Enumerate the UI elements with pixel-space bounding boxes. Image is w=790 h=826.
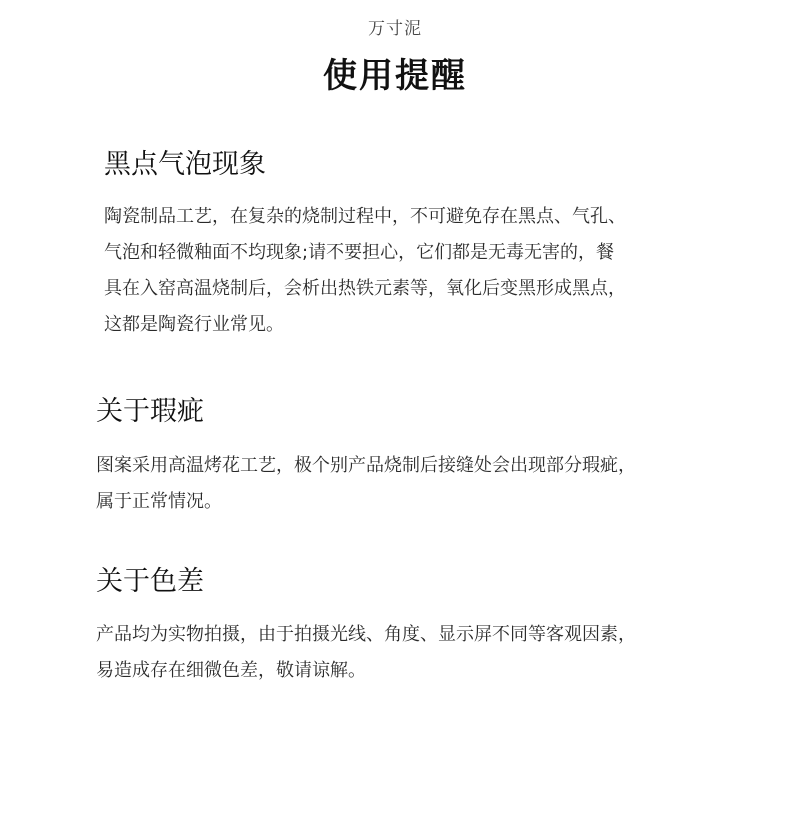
section-paragraph-flaws [96,448,636,520]
paragraph-line: 属于正常情况。 [96,491,222,512]
paragraph-line: 具在入窑高温烧制后，会析出热铁元素等，氧化后变黑形成黑点， [104,278,626,299]
paragraph-line: 图案采用高温烤花工艺，极个别产品烧制后接缝处会出现部分瑕疵， [96,455,636,476]
paragraph-line: 气泡和轻微釉面不均现象;请不要担心，它们都是无毒无害的，餐 [104,242,615,263]
section-heading-black-spots: 黑点气泡现象 [104,149,266,180]
paragraph-line: 产品均为实物拍摄，由于拍摄光线、角度、显示屏不同等客观因素， [96,624,636,645]
paragraph-line: 这都是陶瓷行业常见。 [104,314,284,335]
section-paragraph-color-difference [96,617,636,689]
section-heading-color-difference: 关于色差 [96,566,204,597]
section-heading-flaws: 关于瑕疵 [96,396,204,427]
paragraph-line: 陶瓷制品工艺，在复杂的烧制过程中，不可避免存在黑点、气孔、 [104,206,626,227]
paragraph-line: 易造成存在细微色差，敬请谅解。 [96,660,366,681]
page-title: 使用提醒 [323,56,467,96]
brand-name: 万寸泥 [368,19,422,39]
section-paragraph-black-spots [104,199,626,343]
